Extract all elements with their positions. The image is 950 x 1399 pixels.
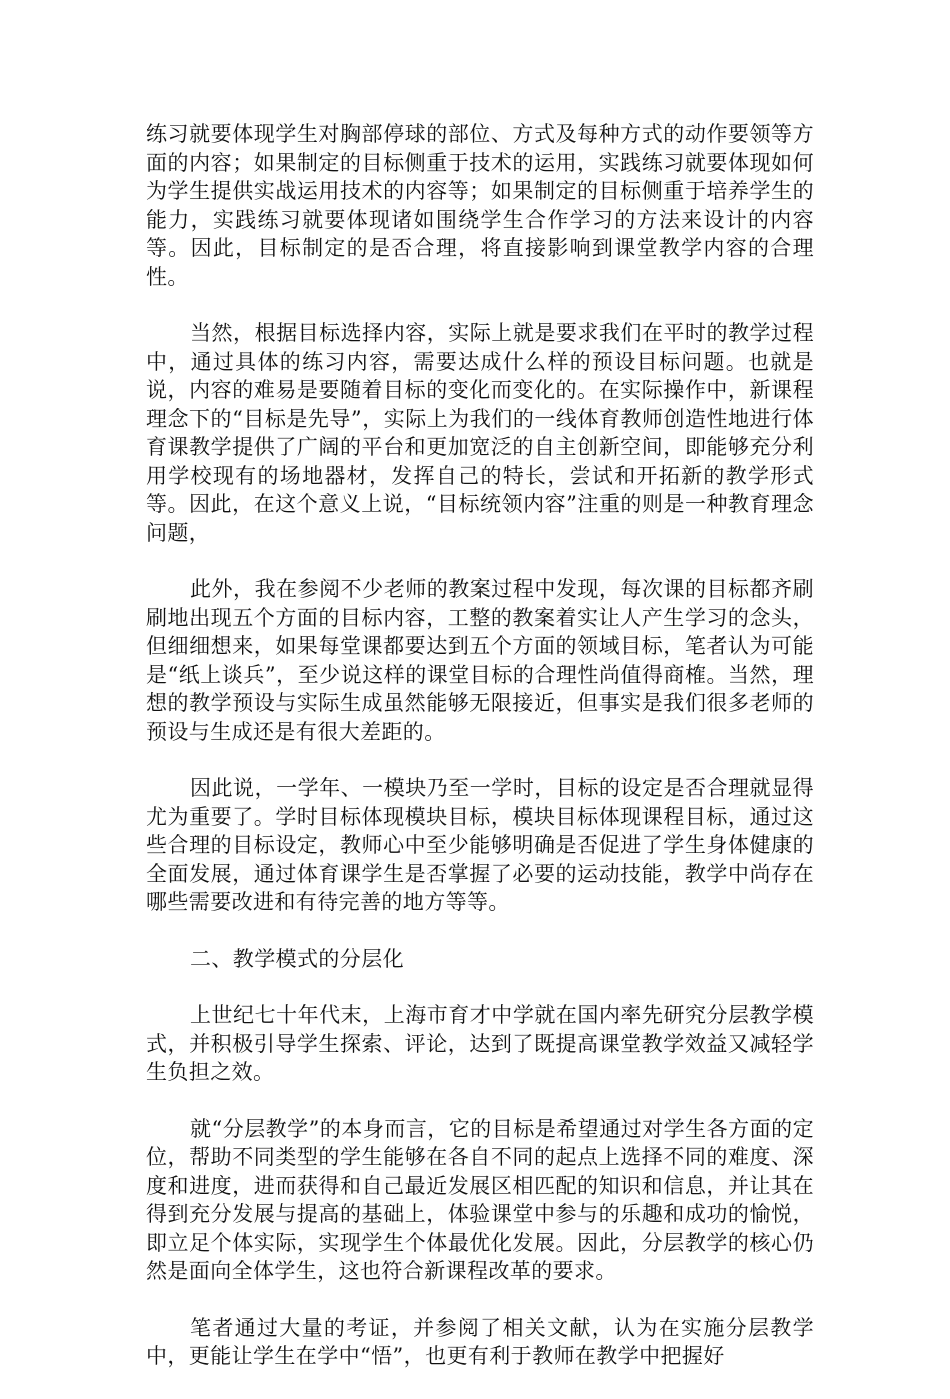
paragraph: 当然，根据目标选择内容，实际上就是要求我们在平时的教学过程中，通过具体的练习内容，需要达成什么样的预设目标问题。也就是说，内容的难易是要随着目标的变化而变化的。在实际操作中，新课程理念下的“目标是先导”，实际上为我们的一线体育教师创造性地进行体育课教学提供了广阔的平台和更加宽泛的自主创新空间，即能够充分利用学校现有的场地器材，发挥自己的特长，尝试和开拓新的教学形式等。因此，在这个意义上说，“目标统领内容”注重的则是一种教育理念问题， bbox=[146, 321, 814, 545]
document-page bbox=[146, 120, 814, 1399]
paragraph: 因此说，一学年、一模块乃至一学时，目标的设定是否合理就显得尤为重要了。学时目标体现模块目标，模块目标体现课程目标，通过这些合理的目标设定，教师心中至少能够明确是否促进了学生身体健康的全面发展，通过体育课学生是否掌握了必要的运动技能，教学中尚存在哪些需要改进和有待完善的地方等等。 bbox=[146, 776, 814, 914]
paragraph: 就“分层教学”的本身而言，它的目标是希望通过对学生各方面的定位，帮助不同类型的学生能够在各自不同的起点上选择不同的难度、深度和进度，进而获得和自己最近发展区相匹配的知识和信息，并让其在得到充分发展与提高的基础上，体验课堂中参与的乐趣和成功的愉悦，即立足个体实际，实现学生个体最优化发展。因此，分层教学的核心仍然是面向全体学生，这也符合新课程改革的要求。 bbox=[146, 1116, 814, 1283]
paragraph: 笔者通过大量的考证，并参阅了相关文献，认为在实施分层教学中，更能让学生在学中“悟”，也更有利于教师在教学中把握好 bbox=[146, 1315, 814, 1368]
section-heading: 二、教学模式的分层化 bbox=[190, 946, 404, 971]
paragraph: 此外，我在参阅不少老师的教案过程中发现，每次课的目标都齐刷刷地出现五个方面的目标内容，工整的教案着实让人产生学习的念头，但细细想来，如果每堂课都要达到五个方面的领域目标，笔者认为可能是“纸上谈兵”，至少说这样的课堂目标的合理性尚值得商榷。当然，理想的教学预设与实际生成虽然能够无限接近，但事实是我们很多老师的预设与生成还是有很大差距的。 bbox=[146, 577, 814, 744]
paragraph: 上世纪七十年代末，上海市育才中学就在国内率先研究分层教学模式，并积极引导学生探索、评论，达到了既提高课堂教学效益又减轻学生负担之效。 bbox=[146, 1003, 814, 1084]
paragraph-continued: 练习就要体现学生对胸部停球的部位、方式及每种方式的动作要领等方面的内容；如果制定的目标侧重于技术的运用，实践练习就要体现如何为学生提供实战运用技术的内容等；如果制定的目标侧重于培养学生的能力，实践练习就要体现诸如围绕学生合作学习的方法来设计的内容等。因此，目标制定的是否合理，将直接影响到课堂教学内容的合理性。 bbox=[146, 122, 814, 289]
